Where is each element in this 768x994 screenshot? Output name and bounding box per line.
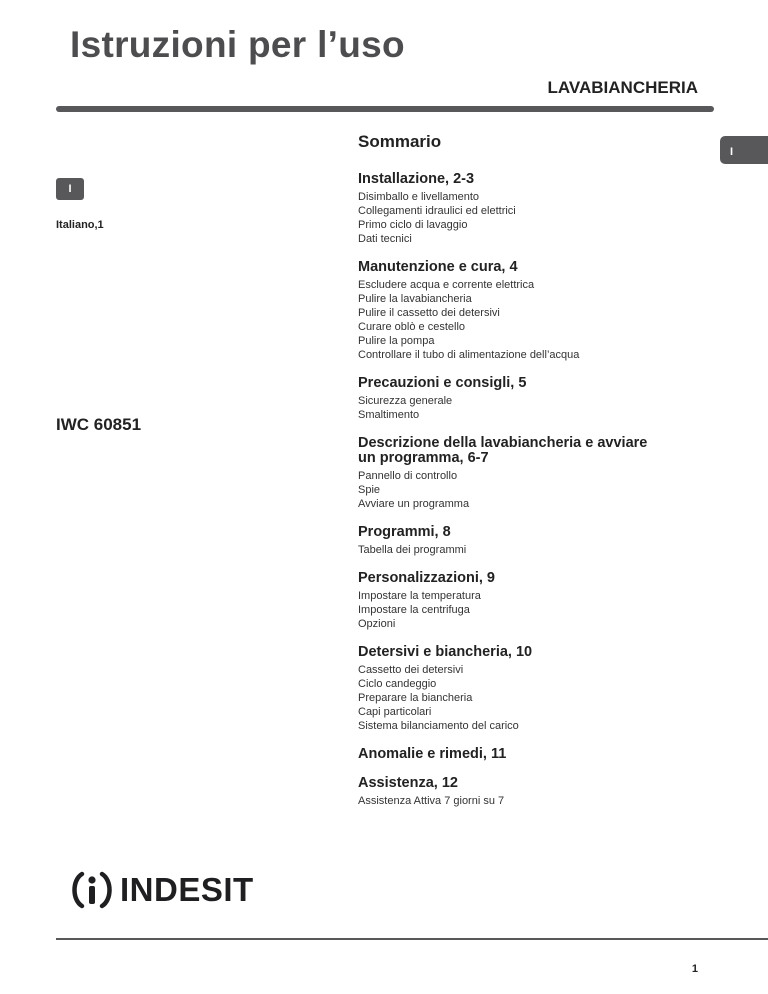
section-item: Pulire la pompa [358,335,435,347]
section-title: Personalizzazioni, 9 [358,570,495,586]
section-item: Sicurezza generale [358,395,453,407]
section-title: Assistenza, 12 [358,775,458,791]
section-item: Pulire la lavabiancheria [358,293,472,305]
section-title: Manutenzione e cura, 4 [358,259,518,275]
section-title: Descrizione della lavabiancheria e avviare un programma, 6-7 [358,435,648,466]
language-tab: I [720,136,768,164]
page-number: 1 [691,963,698,975]
section-item: Curare oblò e cestello [358,321,466,333]
table-of-contents [358,132,658,822]
section-item: Sistema bilanciamento del carico [358,720,519,732]
section-item: Tabella dei programmi [358,544,467,556]
section-item: Capi particolari [358,706,432,718]
footer-divider [56,938,768,940]
section-item: Opzioni [358,618,396,630]
section-item: Escludere acqua e corrente elettrica [358,279,535,291]
section-item: Dati tecnici [358,233,412,245]
section-item: Preparare la biancheria [358,692,473,704]
indesit-i-logo-icon [70,870,114,910]
section-item: Controllare il tubo di alimentazione dell’acqua [358,349,580,361]
contents-section [358,525,658,557]
section-item: Pulire il cassetto dei detersivi [358,307,500,319]
section-item: Assistenza Attiva 7 giorni su 7 [358,795,505,807]
section-item: Collegamenti idraulici ed elettrici [358,205,516,217]
section-item: Avviare un programma [358,498,470,510]
contents-section [358,260,658,362]
section-title: Detersivi e biancheria, 10 [358,644,533,660]
contents-title: Sommario [358,132,442,151]
contents-section [358,747,658,762]
section-title: Precauzioni e consigli, 5 [358,375,527,391]
section-item: Spie [358,484,381,496]
header-divider [56,106,714,112]
section-title: Installazione, 2-3 [358,171,475,187]
language-badge: I [56,178,84,200]
brand-logo [70,870,254,910]
section-item: Disimballo e livellamento [358,191,480,203]
document-title: Istruzioni per l’uso [70,24,405,65]
section-item: Impostare la temperatura [358,590,481,602]
contents-section [358,376,658,422]
section-item: Primo ciclo di lavaggio [358,219,468,231]
section-item: Smaltimento [358,409,420,421]
section-item: Cassetto dei detersivi [358,664,464,676]
section-item: Pannello di controllo [358,470,458,482]
contents-sections [358,172,658,808]
section-title: Programmi, 8 [358,524,451,540]
contents-section [358,172,658,246]
contents-section [358,645,658,733]
contents-section [358,776,658,808]
product-type: LAVABIANCHERIA [547,78,698,97]
contents-section [358,571,658,631]
section-item: Ciclo candeggio [358,678,437,690]
brand-name: INDESIT [120,871,254,908]
language-label: Italiano,1 [56,219,104,231]
section-title: Anomalie e rimedi, 11 [358,746,507,762]
section-item: Impostare la centrifuga [358,604,470,616]
contents-section [358,436,658,511]
model-number: IWC 60851 [56,415,142,434]
